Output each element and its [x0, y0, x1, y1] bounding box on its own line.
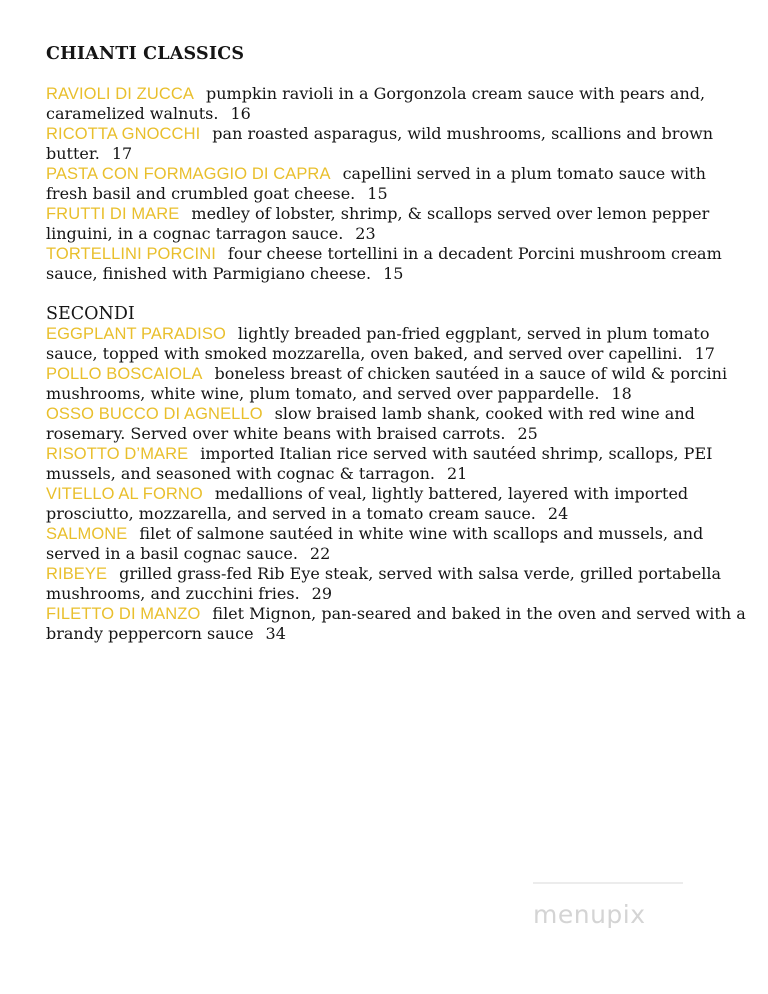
item-name: FRUTTI DI MARE [46, 205, 180, 223]
item-description: four cheese tortellini in a decadent Porcini mushroom cream sauce, finished with Parmigiano cheese. [46, 244, 722, 283]
item-price: 23 [355, 224, 376, 243]
menu-item [46, 244, 746, 284]
menu-item [46, 404, 746, 444]
item-price: 24 [547, 504, 569, 523]
item-price: 18 [611, 384, 632, 403]
menu-item [46, 564, 746, 604]
menu-item [46, 604, 746, 644]
menu-item [46, 444, 746, 484]
item-description: slow braised lamb shank, cooked with red wine and rosemary. Served over white beans with braised carrots. [46, 404, 695, 443]
item-name: TORTELLINI PORCINI [46, 245, 216, 263]
item-name: OSSO BUCCO DI AGNELLO [46, 405, 263, 423]
item-name: RAVIOLI DI ZUCCA [46, 85, 194, 103]
item-description: filet Mignon, pan-seared and baked in the oven and served with a brandy peppercorn sauce [46, 604, 746, 643]
menu-item [46, 524, 746, 564]
item-description: boneless breast of chicken sautéed in a sauce of wild & porcini mushrooms, white wine, plum tomato, and served over pappardelle. [46, 364, 728, 403]
menu-item [46, 484, 746, 524]
item-price: 21 [446, 464, 468, 483]
item-price: 34 [265, 624, 286, 643]
item-name: EGGPLANT PARADISO [46, 325, 226, 343]
watermark-rule [533, 882, 683, 884]
menu-page [46, 44, 746, 644]
item-description: capellini served in a plum tomato sauce with fresh basil and crumbled goat cheese. [46, 164, 706, 203]
menu-item [46, 364, 746, 404]
item-description: pumpkin ravioli in a Gorgonzola cream sauce with pears and, caramelized walnuts. [46, 84, 706, 123]
item-name: FILETTO DI MANZO [46, 605, 201, 623]
section-title-secondi: SECONDI [46, 304, 135, 324]
secondi-list [46, 324, 746, 644]
menu-item [46, 324, 746, 364]
item-name: POLLO BOSCAIOLA [46, 365, 203, 383]
chianti-classics-list [46, 84, 746, 284]
item-name: SALMONE [46, 525, 128, 543]
menupix-watermark: menupix [533, 900, 646, 929]
item-price: 15 [383, 264, 404, 283]
item-name: RIBEYE [46, 565, 108, 583]
item-description: grilled grass-fed Rib Eye steak, served with salsa verde, grilled portabella mushrooms, and zucchini fries. [46, 564, 721, 603]
item-price: 15 [367, 184, 388, 203]
item-description: medley of lobster, shrimp, & scallops served over lemon pepper linguini, in a cognac tarragon sauce. [46, 204, 710, 243]
menu-item [46, 164, 746, 204]
item-price: 16 [230, 104, 251, 123]
item-price: 29 [311, 584, 333, 603]
item-description: filet of salmone sautéed in white wine with scallops and mussels, and served in a basil cognac sauce. [46, 524, 704, 563]
item-name: VITELLO AL FORNO [46, 485, 203, 503]
item-price: 17 [111, 144, 133, 163]
menu-item [46, 204, 746, 244]
item-description: lightly breaded pan-fried eggplant, served in plum tomato sauce, topped with smoked mozzarella, oven baked, and served over capellini. [46, 324, 710, 363]
item-description: pan roasted asparagus, wild mushrooms, scallions and brown butter. [46, 124, 714, 163]
item-price: 22 [309, 544, 331, 563]
menu-item [46, 84, 746, 124]
item-name: RISOTTO D’MARE [46, 445, 189, 463]
item-description: medallions of veal, lightly battered, layered with imported prosciutto, mozzarella, and served in a tomato cream sauce. [46, 484, 689, 523]
item-price: 17 [694, 344, 715, 363]
item-description: imported Italian rice served with sautéed shrimp, scallops, PEI mussels, and seasoned with cognac & tarragon. [46, 444, 713, 483]
item-name: PASTA CON FORMAGGIO DI CAPRA [46, 165, 331, 183]
menu-item [46, 124, 746, 164]
section-title-chianti-classics: CHIANTI CLASSICS [46, 44, 245, 64]
item-name: RICOTTA GNOCCHI [46, 125, 201, 143]
item-price: 25 [517, 424, 538, 443]
section-spacer [46, 284, 746, 304]
